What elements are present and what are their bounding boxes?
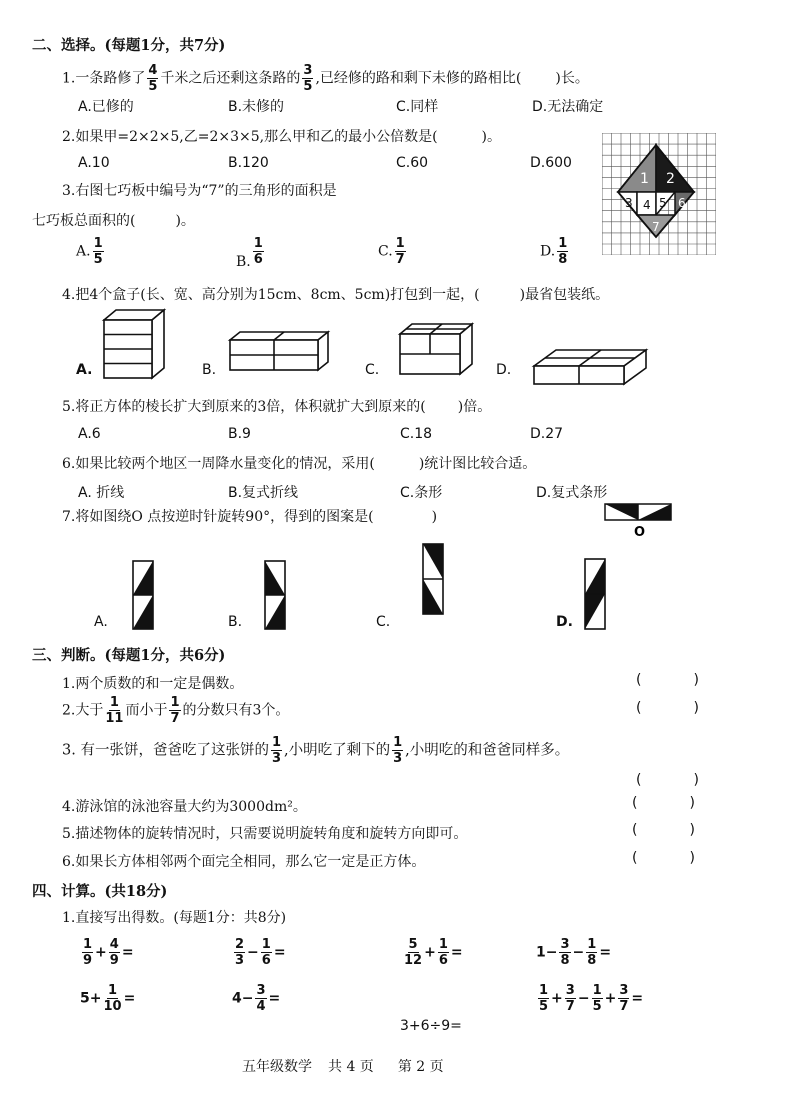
- q2-5-option-d: D.27: [530, 426, 564, 442]
- q3-6-text: 6.如果长方体相邻两个面完全相同，那么它一定是正方体。: [62, 854, 426, 870]
- tangram-label-1: 1: [640, 171, 649, 187]
- tangram-label-2: 2: [666, 171, 675, 187]
- q2-5-option-b: B.9: [228, 426, 251, 442]
- q2-7-label-c: C.: [376, 614, 391, 630]
- calc-expression-1: $\frac{1}{9}$ + $\frac{4}{9}$ =: [83, 937, 134, 968]
- q2-2-option-b: B.120: [228, 155, 269, 171]
- q2-1-option-a: A.已修的: [78, 99, 134, 115]
- rotation-original-figure: [604, 503, 674, 539]
- answer-blank-q3-1[interactable]: ( ): [636, 672, 699, 688]
- section-3-title: 三、判断。(每题1分，共6分): [32, 647, 226, 664]
- q2-6-option-c: C.条形: [400, 485, 443, 501]
- rotation-option-a: [132, 560, 154, 630]
- box-block-c: [396, 322, 476, 376]
- box-row-b: [226, 330, 332, 374]
- q2-1-option-b: B.未修的: [228, 99, 285, 115]
- q2-3-option-c: C. $\frac{1}{7}$: [378, 236, 405, 267]
- q2-1-text: 1.一条路修了 $\frac{4}{5}$ 千米之后还剩这条路的 $\frac{3}{5}$ ,已经修的路和剩下未修的路相比( )长。: [62, 63, 589, 94]
- q2-3-line1: 3.右图七巧板中编号为“7”的三角形的面积是: [62, 183, 337, 199]
- rotation-option-c: [422, 543, 444, 615]
- q2-2-text: 2.如果甲=2×2×5,乙=2×3×5,那么甲和乙的最小公倍数是( )。: [62, 129, 502, 145]
- section-2-title: 二、选择。(每题1分，共7分): [32, 37, 226, 54]
- point-o-label: O: [634, 525, 646, 539]
- calc-expression-7: $\frac{1}{5}$ + $\frac{3}{7}$ − $\frac{1}{5}$ + $\frac{3}{7}$ =: [539, 983, 644, 1014]
- q3-1-text: 1.两个质数的和一定是偶数。: [62, 676, 244, 692]
- answer-blank-q3-5[interactable]: ( ): [632, 822, 695, 838]
- q2-5-option-c: C.18: [400, 426, 433, 442]
- q3-2-text: 2.大于 $\frac{1}{11}$ 而小于 $\frac{1}{7}$ 的分数只有3个。: [62, 695, 290, 726]
- answer-blank-q3-3[interactable]: ( ): [636, 772, 699, 788]
- q2-2-option-d: D.600: [530, 155, 572, 171]
- answer-blank-q3-4[interactable]: ( ): [632, 795, 695, 811]
- q2-4-label-c: C.: [365, 362, 380, 378]
- q2-6-option-d: D.复式条形: [536, 485, 608, 501]
- q2-7-label-b: B.: [228, 614, 243, 630]
- tangram-label-5: 5: [659, 196, 667, 210]
- calc-expression-2: $\frac{2}{3}$ − $\frac{1}{6}$ =: [235, 937, 286, 968]
- answer-blank-q3-6[interactable]: ( ): [632, 850, 695, 866]
- q2-4-text: 4.把4个盒子(长、宽、高分别为15cm、8cm、5cm)打包到一起，( )最省包装纸。: [62, 287, 610, 303]
- q2-1-option-d: D.无法确定: [532, 99, 604, 115]
- tangram-label-3: 3: [625, 196, 633, 210]
- q2-2-option-c: C.60: [396, 155, 429, 171]
- q2-5-text: 5.将正方体的棱长扩大到原来的3倍，体积就扩大到原来的( )倍。: [62, 399, 492, 415]
- box-flat-d: [530, 348, 650, 388]
- q2-3-option-b: B. $\frac{1}{6}$: [236, 236, 263, 270]
- calc-expression-4: 1− $\frac{3}{8}$ − $\frac{1}{8}$ =: [536, 937, 612, 968]
- calc-expression-8: 3+6÷9=: [400, 1018, 462, 1034]
- page-footer: 五年级数学 共 4 页 第 2 页: [242, 1059, 444, 1075]
- calc-expression-5: 5+ $\frac{1}{10}$ =: [80, 983, 136, 1014]
- section-4-title: 四、计算。(共18分): [32, 883, 168, 900]
- q2-4-label-d: D.: [496, 362, 512, 378]
- q2-2-option-a: A.10: [78, 155, 110, 171]
- q2-7-text: 7.将如图绕O 点按逆时针旋转90°，得到的图案是( ): [62, 509, 438, 525]
- calc-expression-3: $\frac{5}{12}$ + $\frac{1}{6}$ =: [404, 937, 463, 968]
- q2-4-label-a: A.: [76, 362, 93, 378]
- calc-expression-6: 4− $\frac{3}{4}$ =: [232, 983, 281, 1014]
- tangram-label-4: 4: [643, 198, 651, 212]
- rotation-option-d: [584, 558, 606, 630]
- q2-6-option-a: A. 折线: [78, 485, 125, 501]
- tangram-label-7: 7: [652, 220, 660, 234]
- q2-6-option-b: B.复式折线: [228, 485, 299, 501]
- q3-3-text: 3. 有一张饼，爸爸吃了这张饼的 $\frac{1}{3}$ ,小明吃了剩下的 $\frac{1}{3}$ ,小明吃的和爸爸同样多。: [62, 735, 570, 766]
- q2-3-line2: 七巧板总面积的( )。: [32, 213, 195, 229]
- rotation-option-b: [264, 560, 286, 630]
- q2-6-text: 6.如果比较两个地区一周降水量变化的情况，采用( )统计图比较合适。: [62, 456, 537, 472]
- tangram-label-6: 6: [678, 196, 686, 210]
- q2-3-option-d: D. $\frac{1}{8}$: [540, 236, 568, 267]
- q2-7-label-d: D.: [556, 614, 573, 630]
- q2-1-option-c: C.同样: [396, 99, 439, 115]
- q3-4-text: 4.游泳馆的泳池容量大约为3000dm²。: [62, 799, 307, 815]
- tangram-figure: [602, 133, 716, 255]
- q2-3-option-a: A. $\frac{1}{5}$: [76, 236, 103, 267]
- q2-7-label-a: A.: [94, 614, 108, 630]
- q4-1-instruction: 1.直接写出得数。(每题1分：共8分): [62, 910, 287, 926]
- box-stack-a: [100, 308, 170, 382]
- answer-blank-q3-2[interactable]: ( ): [636, 700, 699, 716]
- q2-4-label-b: B.: [202, 362, 217, 378]
- q2-5-option-a: A.6: [78, 426, 101, 442]
- q3-5-text: 5.描述物体的旋转情况时，只需要说明旋转角度和旋转方向即可。: [62, 826, 468, 842]
